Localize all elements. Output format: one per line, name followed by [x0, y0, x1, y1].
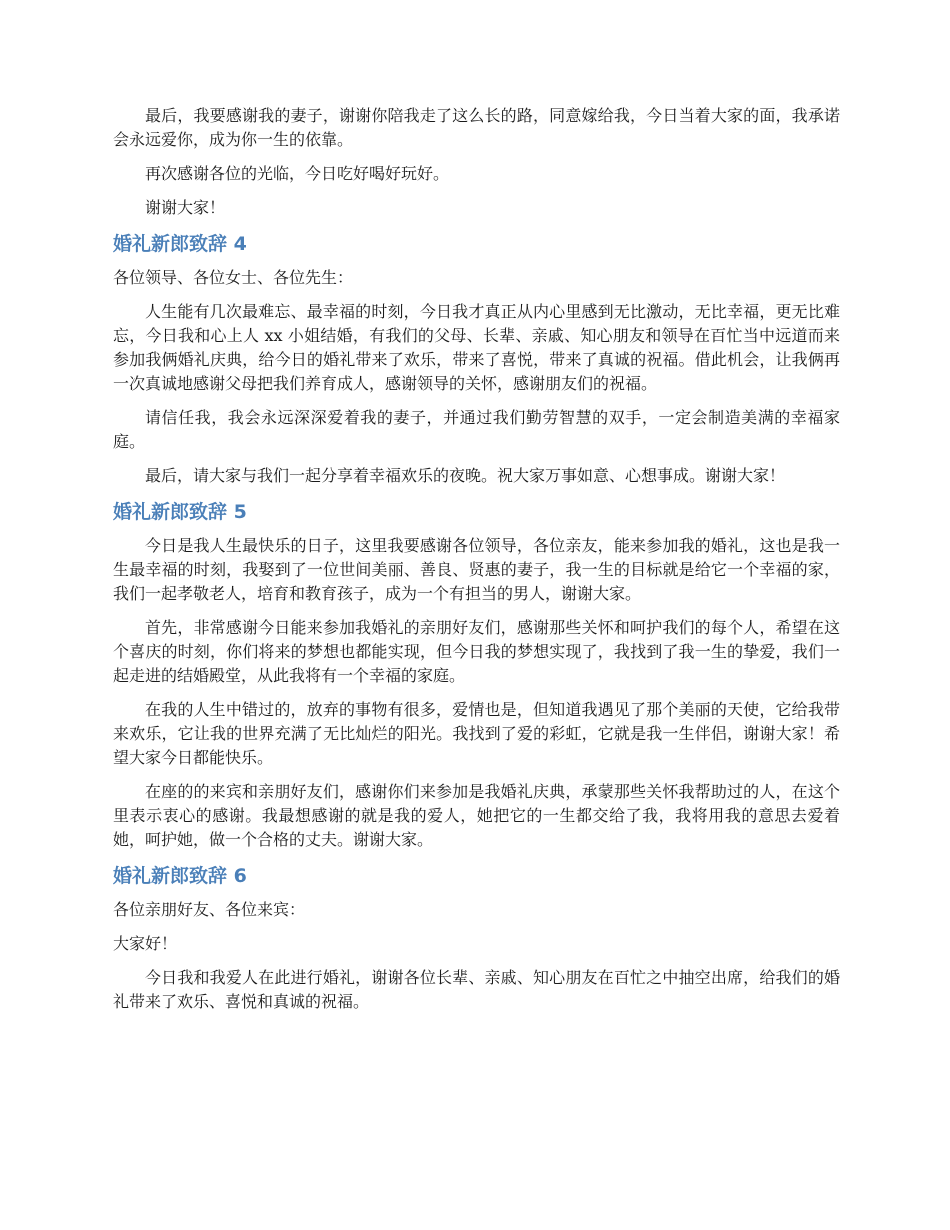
paragraph: 今日我和我爱人在此进行婚礼，谢谢各位长辈、亲戚、知心朋友在百忙之中抽空出席，给我们的婚礼带来了欢乐、喜悦和真诚的祝福。 [113, 968, 840, 1011]
paragraph: 首先，非常感谢今日能来参加我婚礼的亲朋好友们，感谢那些关怀和呵护我们的每个人，希望在这个喜庆的时刻，你们将来的梦想也都能实现，但今日我的梦想实现了，我找到了我一生的挚爱，我们一起走进的结婚殿堂，从此我将有一个幸福的家庭。 [113, 618, 840, 685]
paragraph: 人生能有几次最难忘、最幸福的时刻，今日我才真正从内心里感到无比激动，无比幸福，更无比难忘，今日我和心上人 xx 小姐结婚，有我们的父母、长辈、亲戚、知心朋友和领导在百忙当中远道而来参加我俩婚礼庆典，给今日的婚礼带来了欢乐，带来了喜悦，带来了真诚的祝福。借此机会，让我俩再一次真诚地感谢父母把我们养育成人，感谢领导的关怀，感谢朋友们的祝福。 [113, 302, 840, 393]
paragraph: 在座的的来宾和亲朋好友们，感谢你们来参加是我婚礼庆典，承蒙那些关怀我帮助过的人，在这个里表示衷心的感谢。我最想感谢的就是我的爱人，她把它的一生都交给了我，我将用我的意思去爱着她，呵护她，做一个合格的丈夫。谢谢大家。 [113, 782, 840, 849]
paragraph: 最后，请大家与我们一起分享着幸福欢乐的夜晚。祝大家万事如意、心想事成。谢谢大家！ [145, 466, 786, 485]
greeting: 大家好！ [113, 934, 178, 953]
paragraph: 谢谢大家！ [145, 198, 226, 217]
section-heading: 婚礼新郎致辞 6 [113, 865, 247, 887]
paragraph: 请信任我，我会永远深深爱着我的妻子，并通过我们勤劳智慧的双手，一定会制造美满的幸福家庭。 [113, 408, 840, 451]
salutation: 各位领导、各位女士、各位先生： [113, 268, 354, 287]
section-heading: 婚礼新郎致辞 4 [113, 233, 247, 255]
document-page [113, 104, 840, 1024]
section-heading: 婚礼新郎致辞 5 [113, 501, 247, 523]
paragraph: 最后，我要感谢我的妻子，谢谢你陪我走了这么长的路，同意嫁给我，今日当着大家的面，我承诺会永远爱你，成为你一生的依靠。 [113, 106, 840, 149]
paragraph: 在我的人生中错过的，放弃的事物有很多，爱情也是，但知道我遇见了那个美丽的天使，它给我带来欢乐，它让我的世界充满了无比灿烂的阳光。我找到了爱的彩虹，它就是我一生伴侣，谢谢大家！希望大家今日都能快乐。 [113, 700, 840, 767]
paragraph: 再次感谢各位的光临，今日吃好喝好玩好。 [145, 164, 450, 183]
salutation: 各位亲朋好友、各位来宾： [113, 900, 306, 919]
paragraph: 今日是我人生最快乐的日子，这里我要感谢各位领导，各位亲友，能来参加我的婚礼，这也是我一生最幸福的时刻，我娶到了一位世间美丽、善良、贤惠的妻子，我一生的目标就是给它一个幸福的家，我们一起孝敬老人，培育和教育孩子，成为一个有担当的男人，谢谢大家。 [113, 536, 840, 603]
